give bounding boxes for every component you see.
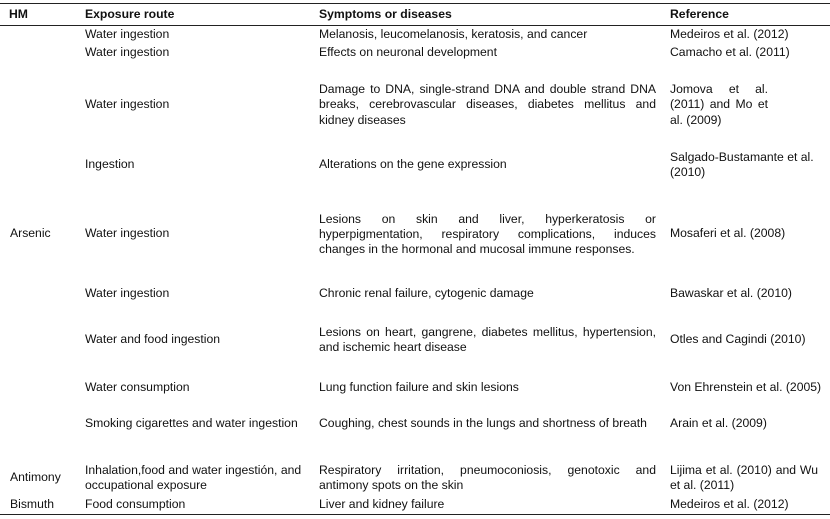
table-row-route: Water ingestion — [85, 286, 170, 301]
hm-arsenic: Arsenic — [10, 226, 51, 241]
table-row-symptoms: Alterations on the gene expression — [319, 157, 507, 172]
table-row-reference: Medeiros et al. (2012) — [670, 497, 789, 512]
table-row-symptoms: Effects on neuronal development — [319, 45, 497, 60]
header-symptoms: Symptoms or diseases — [319, 6, 452, 21]
table-row-reference: Camacho et al. (2011) — [670, 45, 790, 60]
table-row-symptoms-cell — [319, 81, 656, 129]
table-row-symptoms-cell — [319, 462, 656, 494]
table-row-symptoms: Liver and kidney failure — [319, 497, 445, 512]
header-reference: Reference — [670, 6, 729, 21]
table-row-reference: Bawaskar et al. (2010) — [670, 286, 792, 301]
table-row-reference-cell — [670, 462, 822, 494]
table-row-symptoms-cell — [319, 324, 656, 356]
table-row-reference: Medeiros et al. (2012) — [670, 27, 789, 42]
hm-antimony: Antimony — [10, 470, 61, 485]
table-row-route: Water ingestion — [85, 97, 170, 112]
table-row-route-cell — [85, 462, 305, 494]
table-row-symptoms: Lesions on skin and liver, hyperkeratosis or hyperpigmentation, respiratory complications, induces changes in the hormonal and mucosal immune responses. — [319, 211, 656, 257]
table-row-route: Water consumption — [85, 380, 190, 395]
table-row-route: Water ingestion — [85, 27, 170, 42]
table-row-reference-cell — [670, 372, 822, 404]
table-row-symptoms: Melanosis, leucomelanosis, keratosis, and cancer — [319, 27, 588, 42]
table-row-symptoms-cell — [319, 408, 656, 440]
hm-bismuth: Bismuth — [10, 497, 55, 512]
table-row-route: Water and food ingestion — [85, 332, 221, 347]
table-row-reference-cell — [670, 149, 822, 181]
table-row-symptoms-cell — [319, 203, 656, 266]
table-row-reference: Otles and Cagindi (2010) — [670, 332, 806, 347]
table-row-route: Ingestion — [85, 157, 135, 172]
table-row-symptoms: Chronic renal failure, cytogenic damage — [319, 286, 534, 301]
table-row-reference: Arain et al. (2009) — [670, 416, 767, 431]
table-row-route: Inhalation,food and water ingestión, and occupational exposure — [85, 462, 302, 492]
table-row-symptoms: Damage to DNA, single-strand DNA and double strand DNA breaks, cerebrovascular diseases, diabetes mellitus and kidney diseases — [319, 82, 656, 127]
table-row-route-cell — [85, 408, 305, 440]
table-row-symptoms: Lesions on heart, gangrene, diabetes mellitus, hypertension, and ischemic heart disease — [319, 324, 656, 354]
table-row-reference: Salgado-Bustamante et al. (2010) — [670, 149, 814, 179]
table-row-reference-cell — [670, 324, 822, 356]
header-hm: HM — [9, 6, 28, 21]
table-row-reference-cell — [670, 82, 768, 127]
top-rule — [0, 3, 830, 4]
table-row-route: Food consumption — [85, 497, 186, 512]
table-row-symptoms: Respiratory irritation, pneumoconiosis, genotoxic and antimony spots on the skin — [319, 462, 656, 492]
table-row-route: Water ingestion — [85, 45, 170, 60]
table-row-reference: Jomova et al. (2011) and Mo et al. (2009) — [670, 82, 768, 127]
table-row-reference: Von Ehrenstein et al. (2005) — [670, 380, 822, 395]
header-exposure-route: Exposure route — [85, 6, 175, 21]
table-row-symptoms: Coughing, chest sounds in the lungs and shortness of breath — [319, 416, 647, 431]
bottom-rule — [0, 514, 830, 515]
table-row-reference: Mosaferi et al. (2008) — [670, 226, 786, 241]
table-row-reference: Lijima et al. (2010) and Wu et al. (2011) — [670, 462, 818, 492]
table-row-route: Water ingestion — [85, 226, 170, 241]
table-row-symptoms: Lung function failure and skin lesions — [319, 380, 519, 395]
table-row-route: Smoking cigarettes and water ingestion — [85, 416, 298, 431]
header-rule — [0, 25, 830, 26]
